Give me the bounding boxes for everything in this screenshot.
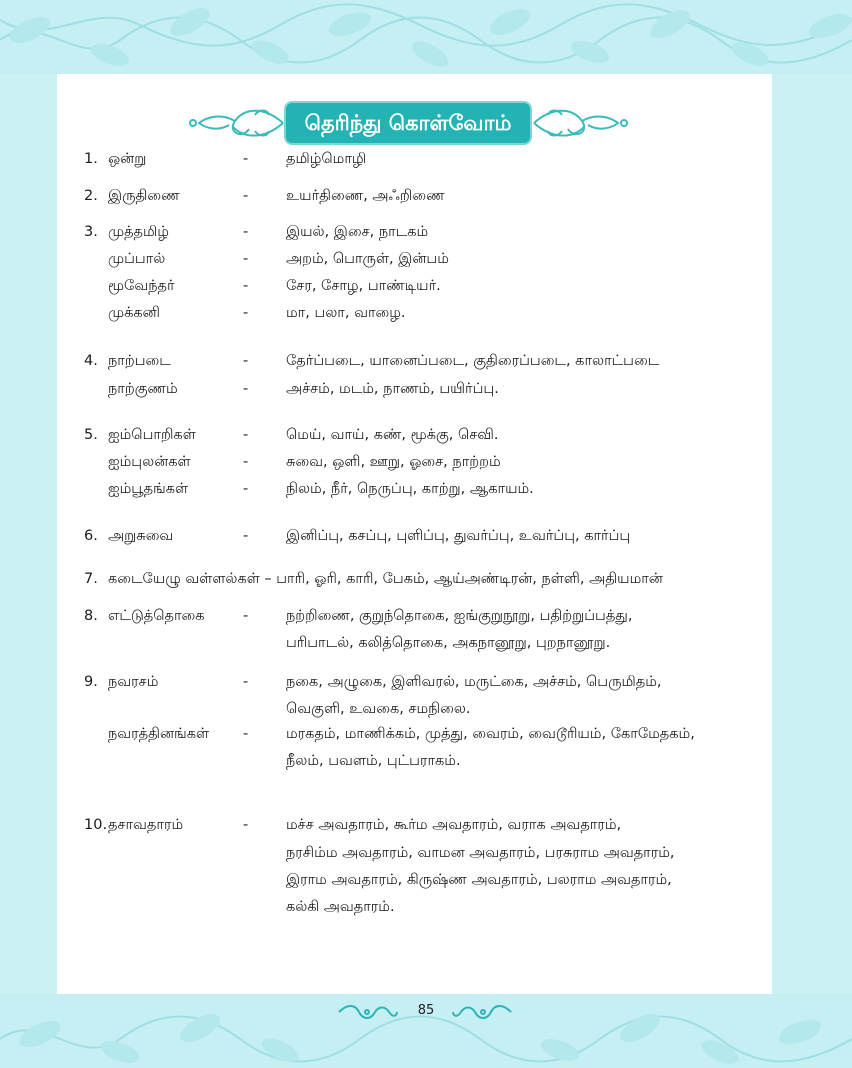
page-ornament-right-icon bbox=[451, 1004, 513, 1020]
page-title: தெரிந்து கொள்வோம் bbox=[286, 103, 530, 143]
page-number: 85 bbox=[417, 1003, 435, 1018]
scroll-ornament-left-icon bbox=[185, 103, 285, 143]
scroll-ornament-right-icon bbox=[532, 103, 632, 143]
section-heading bbox=[57, 100, 772, 146]
top-decorative-band bbox=[0, 0, 852, 74]
leaf-pattern-icon bbox=[0, 0, 852, 74]
